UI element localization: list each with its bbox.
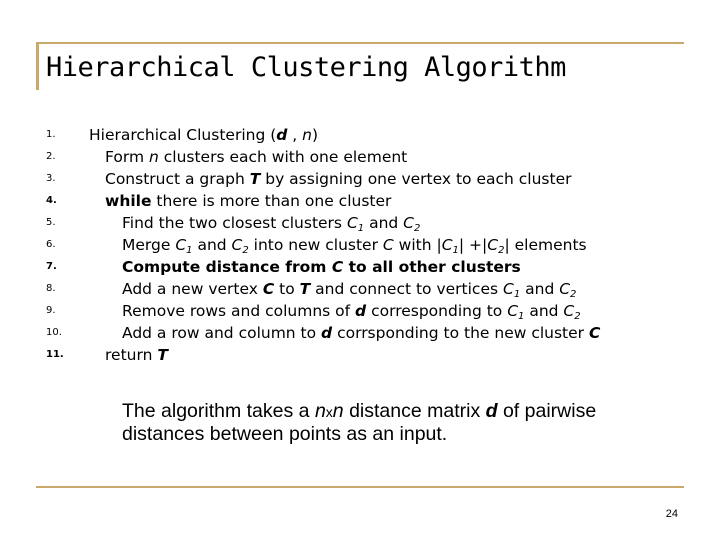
title-rule-top	[36, 42, 684, 44]
line-number: 1.	[46, 129, 56, 140]
page-number: 24	[665, 508, 678, 520]
slide-title: Hierarchical Clustering Algorithm	[46, 52, 566, 83]
line-number: 9.	[46, 305, 56, 316]
footer-rule	[36, 486, 684, 488]
title-rule-left	[36, 42, 39, 90]
line-number: 10.	[46, 327, 62, 338]
line-number: 6.	[46, 239, 56, 250]
line-number: 11.	[46, 349, 64, 360]
line-number: 8.	[46, 283, 56, 294]
line-number: 5.	[46, 217, 56, 228]
line-number: 2.	[46, 151, 56, 162]
algorithm-description: The algorithm takes a nxn distance matrix d of pairwise distances between points as an input.	[122, 400, 597, 445]
line-number: 3.	[46, 173, 56, 184]
line-number: 4.	[46, 195, 57, 206]
line-number: 7.	[46, 261, 57, 272]
